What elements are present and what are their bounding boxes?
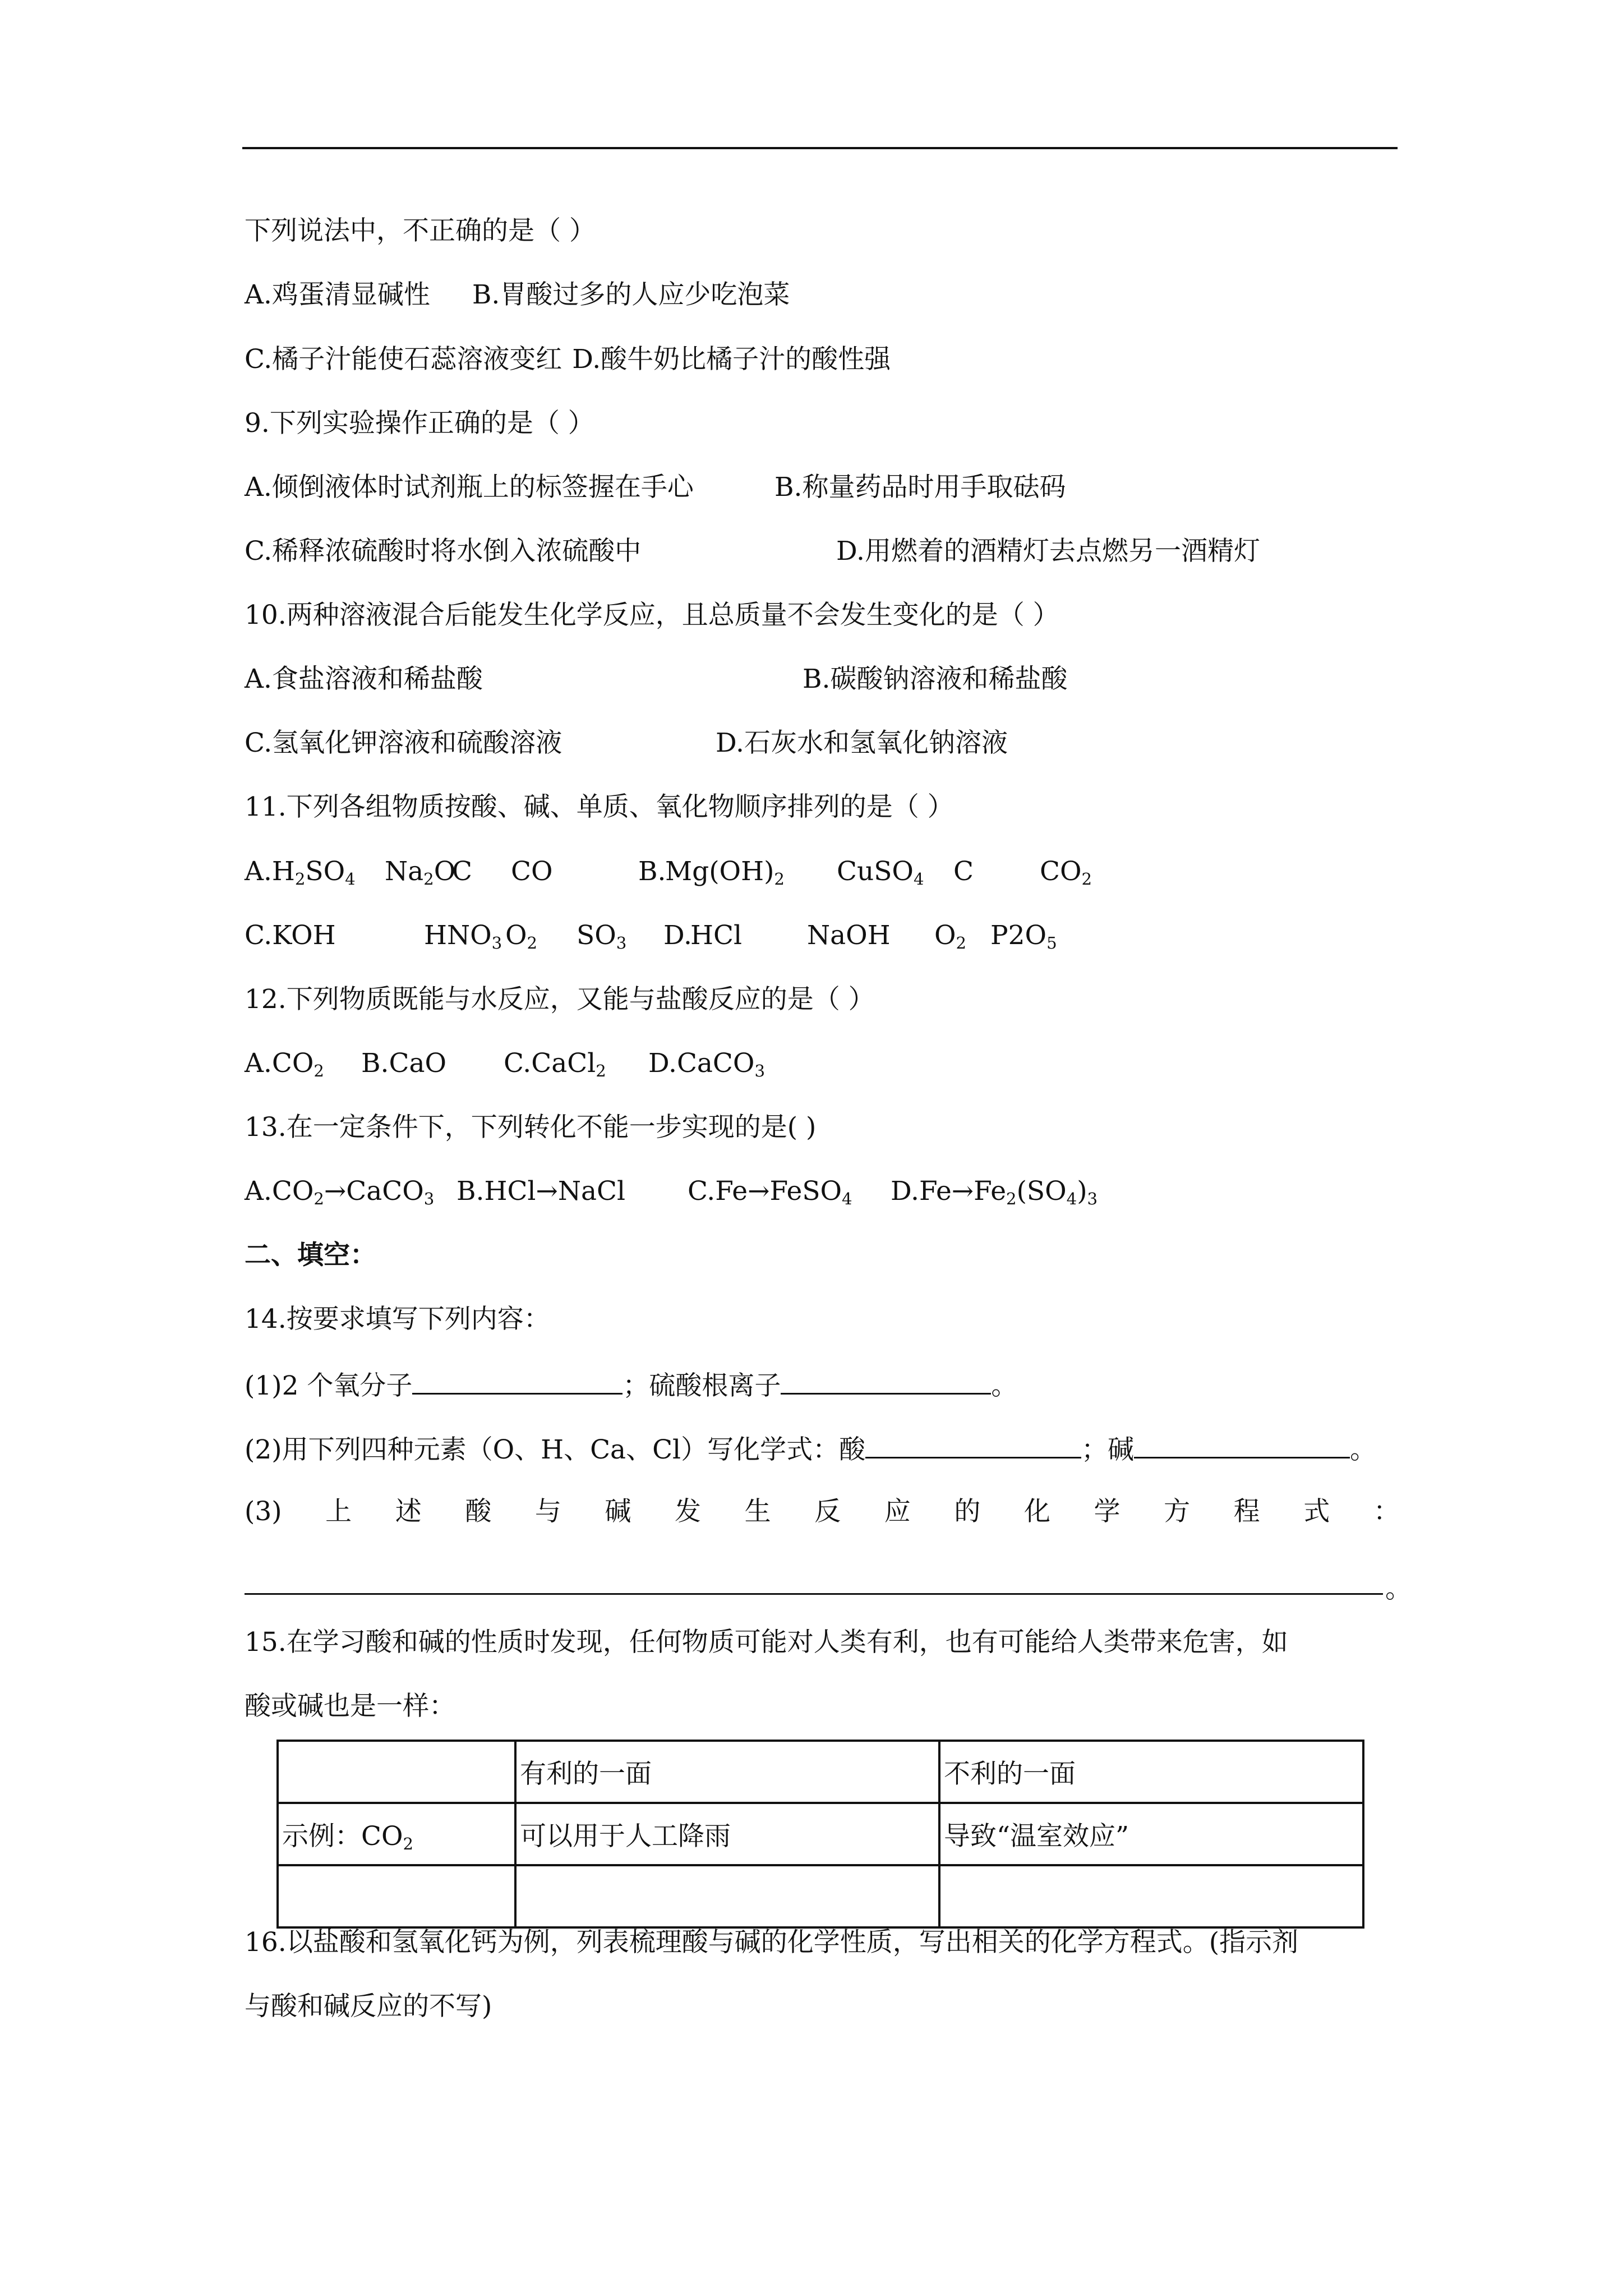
- q11-b-item1: $Mg(OH)_2$: [665, 856, 785, 889]
- q8-option-c: C.橘子汁能使石蕊溶液变红: [245, 344, 562, 375]
- q8-option-a: A.鸡蛋清显碱性: [245, 279, 430, 310]
- sulfate-ion-blank[interactable]: [781, 1367, 991, 1395]
- q9-option-d: D.用燃着的酒精灯去点燃另一酒精灯: [836, 536, 1260, 567]
- q14-part3-char: 应: [884, 1496, 911, 1527]
- equation-blank[interactable]: [245, 1593, 1383, 1595]
- q11-option-d-label: D.: [663, 920, 692, 951]
- row-label-cell: 示例：$CO_2$: [278, 1803, 515, 1865]
- q11-b-item4: $CO_2$: [1040, 856, 1092, 889]
- answer-substance-cell[interactable]: [278, 1865, 515, 1927]
- q14-part3-char: 的: [954, 1496, 981, 1527]
- q9-options-cd: [245, 535, 1260, 568]
- q10-option-a: A.食盐溶液和稀盐酸: [245, 664, 483, 694]
- q9-stem: 9.下列实验操作正确的是（ ）: [245, 408, 594, 439]
- q14-part3-char: 发: [675, 1496, 702, 1527]
- answer-advantage-cell[interactable]: [515, 1865, 939, 1927]
- q13-option-b: B.HCl→NaCl: [457, 1176, 625, 1207]
- table-row: [278, 1741, 1363, 1803]
- q11-b-item2: CuSO$_4$: [837, 856, 924, 889]
- q14-part3-end: 。: [1385, 1573, 1412, 1604]
- table-row: [278, 1803, 1363, 1865]
- q13-option-d: $D.Fe\to Fe_2(SO_4)_3$: [891, 1176, 1098, 1209]
- q14-part3-char: 学: [1094, 1496, 1121, 1527]
- q14-stem: 14.按要求填写下列内容：: [245, 1304, 550, 1335]
- q14-part3-char: 方: [1164, 1496, 1191, 1527]
- header-cell-advantage: 有利的一面: [515, 1741, 939, 1803]
- q14-part2-end: 。: [1350, 1434, 1377, 1465]
- pros-cons-table: [276, 1740, 1364, 1929]
- q11-d-item2: NaOH: [807, 920, 891, 951]
- q14-part3-char: 化: [1023, 1496, 1050, 1527]
- q14-part3-char: 酸: [465, 1496, 492, 1527]
- q14-part3-char: 与: [534, 1496, 561, 1527]
- q10-option-d: D.石灰水和氢氧化钠溶液: [716, 728, 1008, 758]
- q14-part3-char: 生: [744, 1496, 771, 1527]
- q11-a-item4: CO: [511, 856, 553, 887]
- q8-option-d: D.酸牛奶比橘子汁的酸性强: [572, 344, 891, 375]
- table-row: [278, 1865, 1363, 1927]
- q11-options-cd: [245, 919, 1057, 953]
- q10-option-b: B.碳酸钠溶液和稀盐酸: [803, 664, 1068, 694]
- base-formula-blank[interactable]: [1134, 1431, 1350, 1458]
- q8-options-ab: [245, 278, 790, 312]
- q11-c-item3: $O_2$: [505, 920, 538, 953]
- q13-stem: 13.在一定条件下，下列转化不能一步实现的是( ): [245, 1112, 817, 1143]
- q11-a-item1: $H_2SO_4$: [271, 856, 356, 889]
- q11-option-c-label: C.: [245, 920, 273, 951]
- q10-options-cd: [245, 726, 1008, 760]
- section-title: 二、填空：: [245, 1240, 376, 1271]
- q12-options: [245, 1047, 765, 1081]
- q14-part3-char: 述: [395, 1496, 422, 1527]
- q14-part3-char: ：: [1373, 1496, 1400, 1527]
- q16-stem-line1: 16.以盐酸和氢氧化钙为例，列表梳理酸与碱的化学性质，写出相关的化学方程式。(指示剂: [245, 1927, 1299, 1958]
- q11-a-item3: C: [452, 856, 472, 887]
- q14-part3-char: 程: [1233, 1496, 1260, 1527]
- q10-stem: 10.两种溶液混合后能发生化学反应，且总质量不会发生变化的是（ ）: [245, 600, 1059, 631]
- q12-option-a: $A.CO_2$: [245, 1048, 324, 1081]
- oxygen-molecule-blank[interactable]: [412, 1367, 623, 1395]
- q8-options-cd: [245, 343, 891, 376]
- q14-part1-end: 。: [991, 1370, 1018, 1401]
- q11-c-item2: $HNO_3$: [424, 920, 502, 953]
- q8-option-b: B.胃酸过多的人应少吃泡菜: [472, 279, 790, 310]
- q8-stem: 下列说法中，不正确的是（ ）: [245, 215, 596, 246]
- q14-part1-label-a: (1)2 个氧分子: [245, 1370, 413, 1401]
- q11-options-ab: [245, 855, 1092, 889]
- q14-part2-label-b: ；碱: [1081, 1434, 1135, 1465]
- q9-option-a: A.倾倒液体时试剂瓶上的标签握在手心: [245, 472, 694, 503]
- q14-part2-label-a: (2)用下列四种元素（O、H、Ca、Cl）写化学式：酸: [245, 1434, 866, 1465]
- q9-option-c: C.稀释浓硫酸时将水倒入浓硫酸中: [245, 536, 642, 567]
- q10-option-c: C.氢氧化钾溶液和硫酸溶液: [245, 728, 562, 758]
- q12-stem: 12.下列物质既能与水反应，又能与盐酸反应的是（ ）: [245, 984, 875, 1015]
- q12-option-c: C.CaCl$_2$: [504, 1048, 606, 1081]
- q13-option-a: $A.CO_2\to CaCO_3$: [245, 1176, 435, 1209]
- example-advantage-cell: 可以用于人工降雨: [515, 1803, 939, 1865]
- table-cell: [278, 1741, 515, 1803]
- q14-part3-char: 反: [814, 1496, 841, 1527]
- q12-option-d: D.CaCO$_3$: [648, 1048, 765, 1081]
- q11-d-item4: $P2O_5$: [990, 920, 1057, 953]
- q13-option-c: C.Fe→FeSO$_4$: [688, 1176, 852, 1209]
- q13-options: [245, 1175, 1098, 1209]
- q14-part3-char: 式: [1303, 1496, 1330, 1527]
- q9-option-b: B.称量药品时用手取砝码: [774, 472, 1066, 503]
- q11-b-item3: C: [953, 856, 974, 887]
- q14-part3-char: 上: [325, 1496, 352, 1527]
- q15-stem-line2: 酸或碱也是一样：: [245, 1691, 455, 1722]
- acid-formula-blank[interactable]: [865, 1431, 1081, 1458]
- header-rule: [242, 147, 1398, 149]
- q10-options-ab: [245, 662, 1068, 696]
- q11-option-a-label: A.: [245, 856, 272, 887]
- q11-a-item2: $Na_2O$: [385, 856, 456, 889]
- q14-part2: [245, 1431, 1376, 1467]
- q14-part3-prompt: [245, 1495, 1400, 1529]
- q11-option-b-label: B.: [638, 856, 666, 887]
- q11-c-item4: $SO_3$: [577, 920, 627, 953]
- q15-stem-line1: 15.在学习酸和碱的性质时发现，任何物质可能对人类有利，也有可能给人类带来危害，如: [245, 1627, 1288, 1658]
- q11-d-item3: $O_2$: [934, 920, 967, 953]
- q14-part1-label-b: ；硫酸根离子: [623, 1370, 781, 1401]
- answer-disadvantage-cell[interactable]: [939, 1865, 1363, 1927]
- q12-option-b: B.CaO: [361, 1048, 446, 1079]
- q11-d-item1: HCl: [690, 920, 742, 951]
- q14-part3-char: (3): [245, 1496, 282, 1527]
- example-disadvantage-cell: 导致“温室效应”: [939, 1803, 1363, 1865]
- q14-part1: [245, 1367, 1017, 1403]
- q11-c-item1: KOH: [272, 920, 336, 951]
- q14-part3-char: 碱: [605, 1496, 631, 1527]
- header-cell-disadvantage: 不利的一面: [939, 1741, 1363, 1803]
- q9-options-ab: [245, 471, 1066, 504]
- q11-stem: 11.下列各组物质按酸、碱、单质、氧化物顺序排列的是（ ）: [245, 792, 954, 822]
- q16-stem-line2: 与酸和碱反应的不写): [245, 1991, 492, 2022]
